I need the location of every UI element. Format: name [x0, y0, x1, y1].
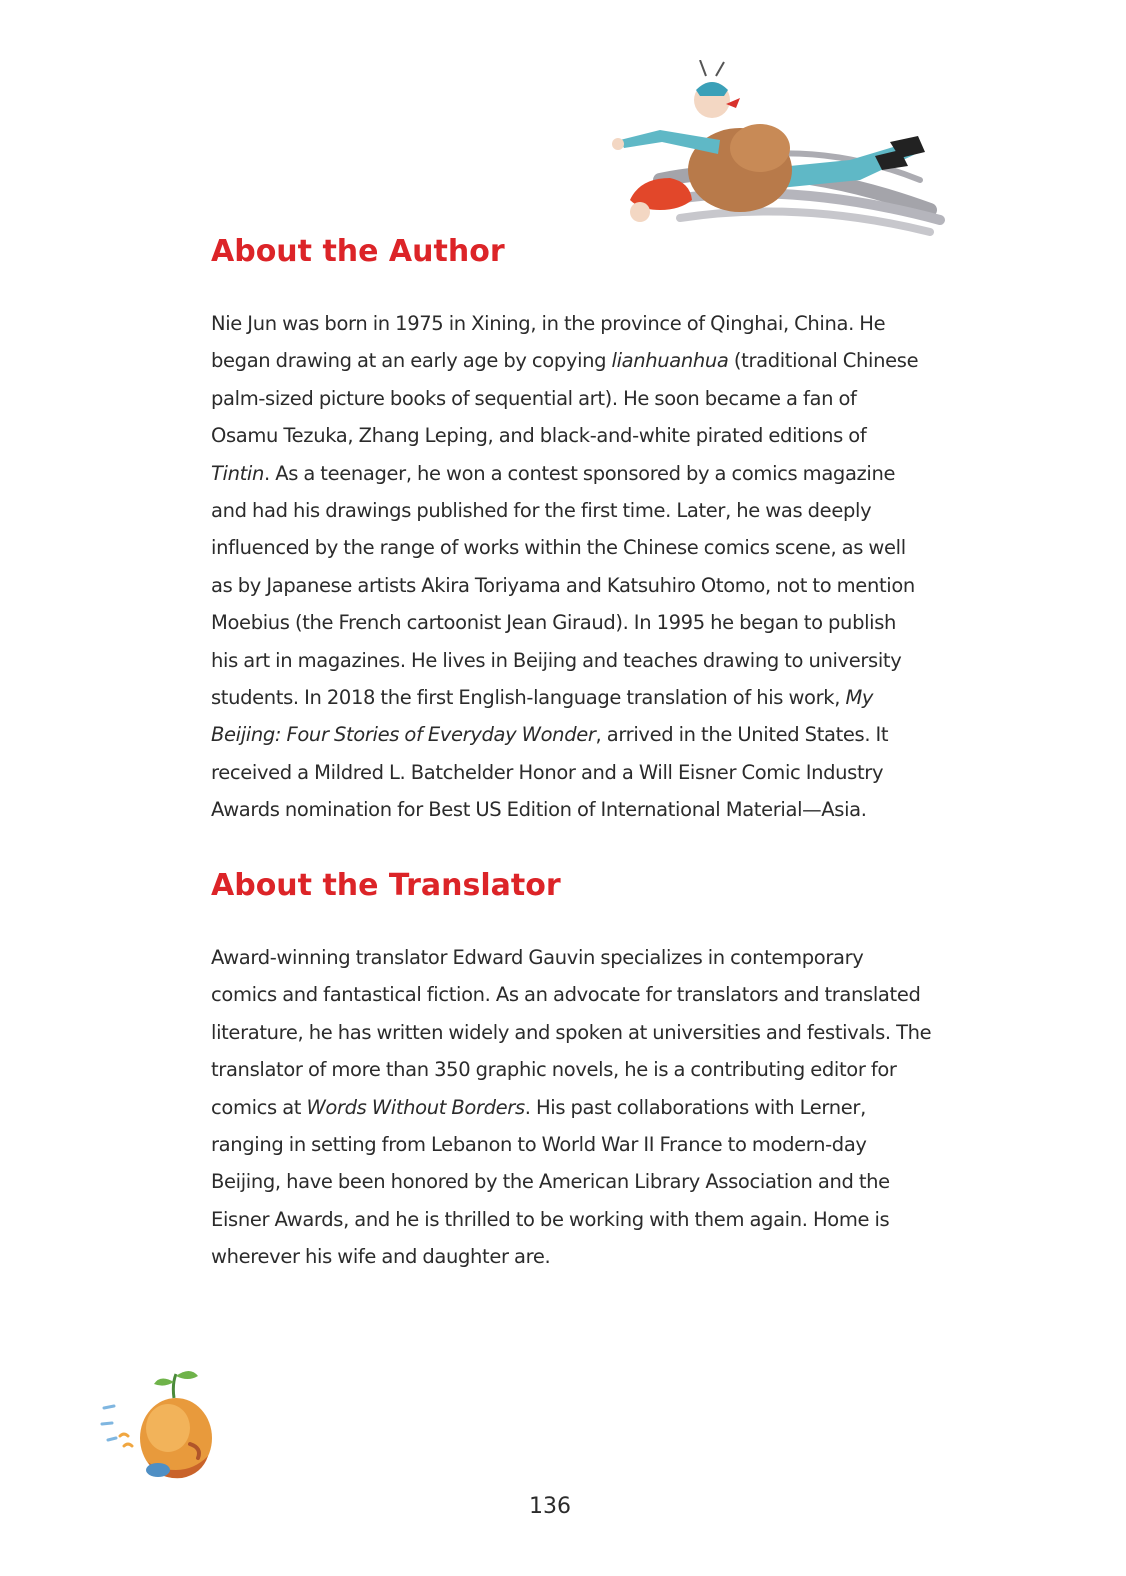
text-line: comics at Words Without Borders. His past collaborations with Lerner, [211, 1095, 866, 1119]
text-line: Moebius (the French cartoonist Jean Giraud). In 1995 he began to publish [211, 611, 897, 635]
text-line: palm-sized picture books of sequential art). He soon became a fan of [211, 386, 857, 410]
text-line: comics and fantastical fiction. As an advocate for translators and translated [211, 983, 921, 1007]
text-line: Beijing: Four Stories of Everyday Wonder, arrived in the United States. It [211, 723, 889, 747]
text-line: Awards nomination for Best US Edition of International Material—Asia. [211, 798, 867, 822]
text-line: Nie Jun was born in 1975 in Xining, in the province of Qinghai, China. He [211, 312, 886, 335]
text-line: literature, he has written widely and spoken at universities and festivals. The [211, 1020, 932, 1044]
flying-character-illustration [600, 60, 950, 240]
translator-section-title: About the Translator [211, 868, 561, 903]
text-line: received a Mildred L. Batchelder Honor and a Will Eisner Comic Industry [211, 760, 884, 784]
text-line: Award-winning translator Edward Gauvin specializes in contemporary [211, 946, 864, 969]
text-line: and had his drawings published for the first time. Later, he was deeply [211, 499, 872, 523]
text-line: influenced by the range of works within the Chinese comics scene, as well [211, 536, 906, 560]
text-line: Osamu Tezuka, Zhang Leping, and black-and-white pirated editions of [211, 424, 867, 448]
text-line: his art in magazines. He lives in Beijing and teaches drawing to university [211, 648, 902, 672]
text-line: Eisner Awards, and he is thrilled to be working with them again. Home is [211, 1207, 890, 1231]
text-line: Tintin. As a teenager, he won a contest sponsored by a comics magazine [211, 461, 896, 485]
text-line: ranging in setting from Lebanon to World War II France to modern-day [211, 1133, 867, 1157]
italic-title: Beijing: Four Stories of Everyday Wonder [211, 723, 596, 747]
text-line: students. In 2018 the first English-language translation of his work, My [211, 686, 874, 710]
italic-title: lianhuanhua [611, 349, 729, 373]
page-number: 136 [529, 1494, 571, 1519]
text-line: began drawing at an early age by copying lianhuanhua (traditional Chinese [211, 349, 919, 373]
italic-title: Words Without Borders [306, 1095, 525, 1119]
text-line: as by Japanese artists Akira Toriyama and Katsuhiro Otomo, not to mention [211, 573, 915, 597]
text-line: wherever his wife and daughter are. [211, 1245, 551, 1269]
author-section-title: About the Author [211, 234, 505, 269]
author-bio-paragraph [211, 305, 919, 829]
translator-bio-paragraph [211, 939, 932, 1276]
seedling-creature-illustration [98, 1362, 228, 1492]
italic-title: Tintin [211, 461, 265, 485]
text-line: Beijing, have been honored by the American Library Association and the [211, 1170, 890, 1194]
italic-title: My [845, 686, 874, 710]
text-line: translator of more than 350 graphic novels, he is a contributing editor for [211, 1058, 897, 1082]
